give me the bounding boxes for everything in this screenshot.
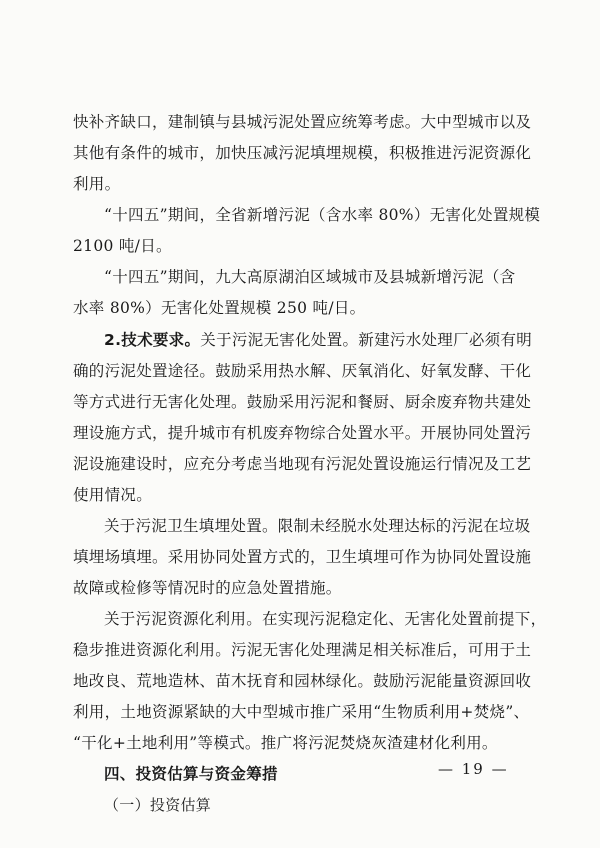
paragraph-line: 理设施方式，提升城市有机废弃物综合处置水平。开展协同处置污 — [73, 424, 532, 442]
paragraph-line: 快补齐缺口，建制镇与县城污泥处置应统筹考虑。大中型城市以及 — [73, 113, 532, 131]
paragraph-text: 关于污泥无害化处置。新建污水处理厂必须有明 — [200, 331, 533, 349]
paragraph-line: 泥设施建设时，应充分考虑当地现有污泥处置设施运行情况及工艺 — [73, 455, 532, 473]
paragraph-line: 关于污泥卫生填埋处置。限制未经脱水处理达标的污泥在垃圾 — [104, 517, 531, 535]
paragraph-line: “干化+土地利用”等模式。推广将污泥焚烧灰渣建材化利用。 — [73, 734, 498, 752]
paragraph-line: 关于污泥资源化利用。在实现污泥稳定化、无害化处置前提下， — [104, 610, 547, 628]
subsection-heading: （一）投资估算 — [104, 796, 212, 814]
paragraph-line: 等方式进行无害化处理。鼓励采用污泥和餐厨、厨余废弃物共建处 — [73, 393, 532, 411]
paragraph-line: 其他有条件的城市，加快压减污泥填埋规模，积极推进污泥资源化 — [73, 144, 532, 162]
paragraph-line: 利用，土地资源紧缺的大中型城市推广采用“生物质利用+焚烧”、 — [73, 703, 530, 721]
paragraph-line: 利用。 — [73, 175, 121, 193]
paragraph-line: “十四五”期间，九大高原湖泊区域城市及县城新增污泥（含 — [104, 268, 516, 286]
paragraph-line: 2100 吨/日。 — [73, 237, 172, 255]
paragraph-line: 地改良、荒地造林、苗木抚育和园林绿化。鼓励污泥能量资源回收 — [73, 672, 532, 690]
paragraph-line: 确的污泥处置途径。鼓励采用热水解、厌氧消化、好氧发酵、干化 — [73, 362, 532, 380]
paragraph-line: 稳步推进资源化利用。污泥无害化处理满足相关标准后，可用于土 — [73, 641, 532, 659]
paragraph-line: 使用情况。 — [73, 486, 153, 504]
page-number: — 19 — — [438, 760, 509, 778]
paragraph-line: “十四五”期间，全省新增污泥（含水率 80%）无害化处置规模 — [104, 206, 541, 224]
technical-requirements-lead: 2.技术要求。 — [104, 331, 201, 349]
paragraph-line — [104, 330, 532, 350]
section-heading: 四、投资估算与资金筹措 — [104, 765, 278, 783]
paragraph-line: 填埋场填埋。采用协同处置方式的，卫生填埋可作为协同处置设施 — [73, 548, 532, 566]
paragraph-line: 水率 80%）无害化处置规模 250 吨/日。 — [73, 299, 366, 317]
paragraph-line: 故障或检修等情况时的应急处置措施。 — [73, 579, 342, 597]
